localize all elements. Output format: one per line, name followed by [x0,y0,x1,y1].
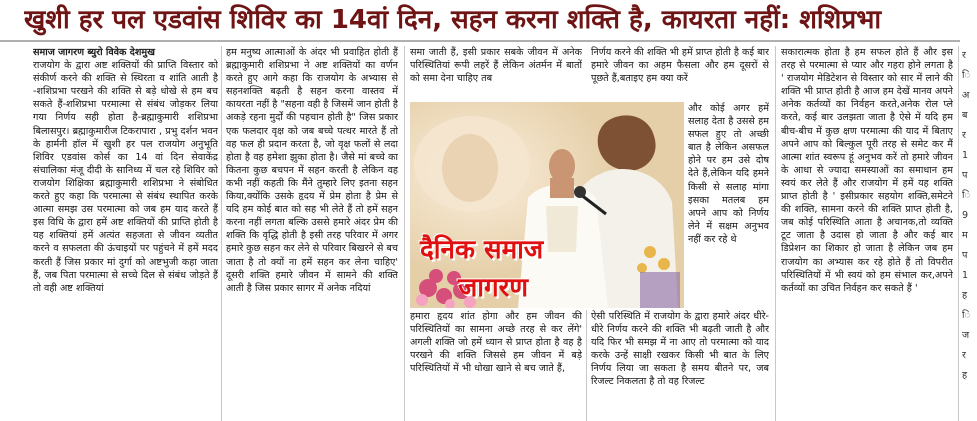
column-rule [221,46,222,421]
article-column-3-bottom [410,310,582,421]
column-2-text: हम मनुष्य आत्माओं के अंदर भी प्रवाहित होती हैं ब्रह्माकुमारी शशिप्रभा ने अष्ट शक्तियों का वर्णन करते हुए आगे कहा कि राजयोग के अभ्यास से सहनशक्ति बढ़ती है सहन करना वास्तव में कायरता नहीं है "सहना वही है जिसमें जान होती है अकड़े रहना मुर्दों की पहचान होती है" जिस प्रकार एक फलदार वृक्ष को जब बच्चे पत्थर मारते हैं तो वह फल ही प्रदान करता है, जो वृक्ष फलों से लदा होता है वह हमेशा झुका होता है। जैसे मां बच्चे का कितना कुछ बचपन में सहन करती है लेकिन वह कभी नहीं कहती कि मैंने तुम्हारे लिए इतना सहन किया,क्योंकि उसके हृदय में प्रेम होता है प्रेम से यदि हम कोई बात को सह भी लेते हैं तो हमें सहन करना नहीं लगता बल्कि उससे हमारे अंदर प्रेम की शक्ति कि वृद्धि होती है इसी तरह परिवार में अगर हमारे कुछ सहन कर लेने से परिवार बिखरने से बच जाता है तो क्यों ना हमें सहन कर लेना चाहिए' दूसरी शक्ति हमारे जीवन में सामने की शक्ति आती है जिस प्रकार सागर में अनेक नदियां [226,47,398,294]
column-rule [404,46,405,421]
article-column-4-top [591,46,769,102]
edge-glyph: प [962,250,968,261]
column-5-text: सकारात्मक होता है हम सफल होते हैं और इस तरह से परमात्मा से प्यार और गहरा होने लगता है ' राजयोग मेडिटेशन से विस्तार को सार में लाने की शक्ति भी प्राप्त होती है आज हम देखें मानव अपने अनेक कर्तव्यों का निर्वहन करते,अनेक रोल प्ले करते, कई बार उलझता जाता है ऐसे में यदि हम बीच-बीच में कुछ क्षण परमात्मा की याद में बिताए अपने आप को बिल्कुल पूरी तरह से समेट कर मैं आत्मा शांत स्वरूप हूं अनुभव करें तो हमारे जीवन के आधा से ज्यादा समस्याओं का समाधान हम स्वयं कर लेते हैं और राजयोग में हमें यह शक्ति प्राप्त होती है ' इसीप्रकार सहयोग शक्ति,समेटने की शक्ति, सामना करने की शक्ति प्राप्त होती है, जब कोई परिस्थिति आता है अचानक,तो व्यक्ति टूट जाता है उदास हो जाता है और कई बार डिप्रेशन का शिकार हो जाता है लेकिन जब हम राजयोग का अभ्यास कर रहे होते हैं तो विपरीत परिस्थितियों में भी स्वयं को हम संभाल कर,अपने कर्तव्यों का उचित निर्वहन कर सकते हैं ' [781,47,953,294]
byline: समाज जागरण ब्युरो विवेक देशमुख [33,47,155,58]
speaker-photo [410,102,684,308]
edge-glyph: अ [962,90,970,101]
edge-glyph: 1 [962,270,969,281]
article-column-5 [781,46,953,421]
article-column-1 [33,46,218,421]
column-1-text: राजयोग के द्वारा अष्ट शक्तियों की प्राप्ति विस्तार को संकीर्ण करने की शक्ति से स्थिरता व शांति आती है -शशिप्रभा परखने की शक्ति से बड़े धोखे से हम बच सकते हैं-शशिप्रभा परमात्मा से संबंध जोड़कर लिया गया निर्णय सही होता है-ब्रह्माकुमारी शशिप्रभा बिलासपुर। ब्रह्माकुमारीज टिकरापारा , प्रभु दर्शन भवन के हार्मनी हॉल में खुशी हर पल राजयोग अनुभूति शिविर एडवांस कोर्स का 14 वां दिन सेवाकेंद्र संचालिका मंजू दीदी के सानिध्य में चल रहे शिविर को राजयोग शिक्षिका ब्रह्माकुमारी शशिप्रभा ने संबोधित करते हुए कहा कि परमात्मा से संबंध स्थापित करके आत्मा समझ उस परमात्मा को जब हम याद करते हैं इस विधि के द्वारा हमें अष्ट शक्तियों की प्राप्ति होती है यह शक्तियां हमें अत्यंत सहजता से जीवन व्यतीत करने व सफलता की ऊंचाइयों पर पहुंचने में हमें मदद करती हैं जिस प्रकार मां दुर्गा को अष्टभुजी कहा जाता हैं, जब पिता परमात्मा से सच्चे दिल से संबंध जोड़ते हैं तो वही अष्ट शक्तियां [33,60,218,294]
article-column-3-top [410,46,582,102]
edge-glyph: र [962,350,966,361]
edge-glyph: म [962,230,968,241]
edge-glyph: प [962,170,968,181]
column-4-top-text: निर्णय करने की शक्ति भी हमें प्राप्त होती है कई बार हमारे जीवन का अहम फैसला और हम दूसरों से पूछते हैं,बताइए हम क्या करें [591,47,769,85]
column-rule [586,310,587,421]
edge-glyph: ि [962,70,971,81]
column-4-middle-text: और कोई अगर हमें सलाह देता है उससे हम सफल हुए तो अच्छी बात है लेकिन असफल होने पर हम उसे दोष देते हैं,लेकिन यदि हमने किसी से सलाह मांगा इसका मतलब हम अपने आप को निर्णय लेने में सक्षम अनुभव नहीं कर रहे थे [688,103,769,245]
article-column-4-middle [688,102,769,310]
column-rule [958,46,959,421]
edge-glyph: ह [962,370,968,381]
edge-glyph: ह [962,290,968,301]
column-3-top-text: समा जाती हैं, इसी प्रकार सबके जीवन में अनेक परिस्थितियां रूपी लहरें हैं लेकिन अंतर्मन में बातों को समा देना चाहिए तब [410,47,582,85]
edge-glyph: ि [962,310,971,321]
speaker-photo-image [410,102,684,308]
article-column-2 [226,46,398,421]
edge-glyph: ि [962,190,971,201]
column-rule [775,46,776,421]
edge-glyph: 9 [962,210,969,221]
newspaper-watermark-line-2: जागरण [458,273,529,303]
edge-glyph: र [962,50,966,61]
edge-glyph: र [962,130,966,141]
newspaper-watermark-line-1: दैनिक समाज [420,235,544,265]
column-3-bottom-text: हमारा हृदय शांत होगा और हम जीवन की परिस्थितियों का सामना अच्छे तरह से कर लेंगे' अगली शक्ति जो हमें ध्यान से प्राप्त होता है वह है परखने की शक्ति जिससे हम जीवन में बड़े परिस्थितियों में भी धोखा खाने से बच जाते हैं, [410,311,582,375]
adjacent-article-clip [962,46,977,421]
edge-glyph: ज [962,330,970,341]
edge-glyph: ब [962,110,968,121]
headline-divider [0,40,960,42]
article-column-4-bottom [591,310,769,421]
column-4-bottom-text: ऐसी परिस्थिति में राजयोग के द्वारा हमारे अंदर धीरे-धीरे निर्णय करने की शक्ति भी बढ़ती जाती है और यदि फिर भी समझ में ना आए तो परमात्मा को याद करके उन्हें साक्षी रखकर किसी भी बात के लिए निर्णय लिया जा सकता है समय बीतने पर, जब रिजल्ट निकलता है तो वह रिजल्ट [591,311,769,388]
edge-glyph: 1 [962,150,969,161]
headline: खुशी हर पल एडवांस शिविर का 14वां दिन, सहन करना शक्ति है, कायरता नहीं: शशिप्रभा [24,5,882,35]
